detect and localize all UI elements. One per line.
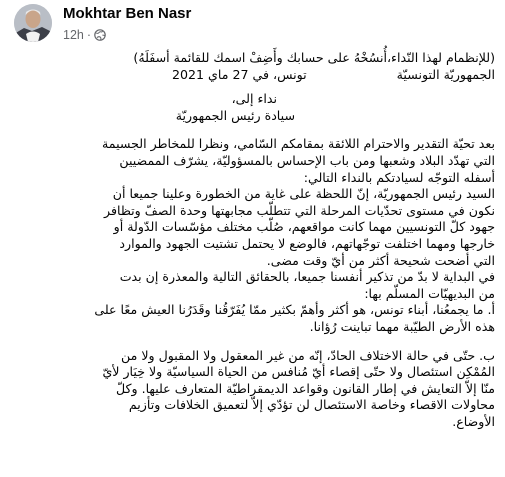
paragraph-line: خارجها ومهما اختلفت توجّهاتهم، فالوضع لا يحتمل تشتيت الجهود والموارد	[119, 235, 495, 251]
post-header	[0, 0, 505, 46]
paragraph-line: في البداية لا بدّ من تذكير أنفسنا جميعا، بالحقائق التالية والمعذرة إن بدت	[119, 269, 495, 285]
paragraph-line: ب. حتّى في حالة الاختلاف الحادّ، إنّه من غير المعقول ولا المقبول ولا من	[121, 347, 495, 363]
paragraph-line: المُمْكِن استئصال ولا حتّى إقصاء أيّ مُنافس من الحياة السياسيّة ولا خِيَار لأيّ	[102, 364, 495, 380]
place-date: تونس، في 27 ماي 2021	[171, 66, 307, 82]
paragraph-line: محاولات الاقصاء وخاصة الاستئصال لن تؤدّي إلاّ لتعميق الخلافات وتأزيم	[128, 397, 495, 413]
paragraph-line: نكون في مستوى تحدّيات المرحلة التي تتطلّب مجابهتها وحدة الصفّ وتظافر	[104, 202, 495, 218]
paragraph-line: بعد تحيّة التقدير والاحترام اللائقة بمقامكم السّامي، ونظرا للمخاطر الجسيمة	[102, 136, 495, 152]
call-heading: نداء إلى،	[231, 91, 277, 107]
paragraph-line: السيد رئيس الجمهوريّة، إنّ اللحظة على غاية من الخطورة وعلينا جميعا أن	[112, 186, 495, 202]
post-meta	[63, 27, 106, 43]
paragraph-line: أ. ما يجمعُنا، أبناء تونس، هو أكثر وأهمّ بكثير ممّا يُفَرّقُنا وقَدَرُنا العيش معًا على	[94, 302, 495, 318]
paragraph-line: أسفله التوجّه لسيادتكم بالنداء التالي:	[303, 169, 495, 185]
paragraph-line: التي تهدّد البلاد وشعبها ومن باب الإحساس بالمسؤوليّة، يشرّف الممضيين	[119, 152, 495, 168]
avatar[interactable]	[14, 4, 52, 42]
intro-note: (للإنظمام لهذا النّداء،أُنسُخْهُ على حسابك وأَضِفْ اسمك للقائمة أسفَلَهُ)	[133, 50, 495, 65]
post-body	[0, 50, 495, 477]
paragraph-line: التي أضحت شحيحة أكثر من أيّ وقت مضى.	[266, 252, 495, 268]
letter-dateline	[0, 67, 495, 84]
paragraph-line: من البديهيّات المسلّم بها:	[364, 285, 495, 301]
paragraph-line: منّا إلاّ التعايش في إطار القانون وقواعد الديمقراطيّة المتعارف عليها. وكلّ	[115, 380, 495, 396]
republic-label: الجمهوريّة التونسيّة	[396, 66, 495, 82]
meta-separator: ·	[86, 28, 92, 42]
profile-photo	[14, 4, 52, 42]
globe-icon[interactable]	[94, 29, 106, 41]
addressee: سيادة رئيس الجمهوريّة	[175, 107, 295, 123]
post-time[interactable]: 12h	[63, 28, 84, 42]
paragraph-line: الأوضاع.	[452, 413, 495, 429]
author-name[interactable]: Mokhtar Ben Nasr	[63, 5, 192, 22]
paragraph-line: هذه الأرض الطيّبة مهما تباينت رُؤانا.	[309, 318, 495, 334]
paragraph-line: جهود كلّ التونسيين مهما كانت مواقعهم، صُلّب مختلف مؤسّسات الدّولة أو	[113, 219, 495, 235]
